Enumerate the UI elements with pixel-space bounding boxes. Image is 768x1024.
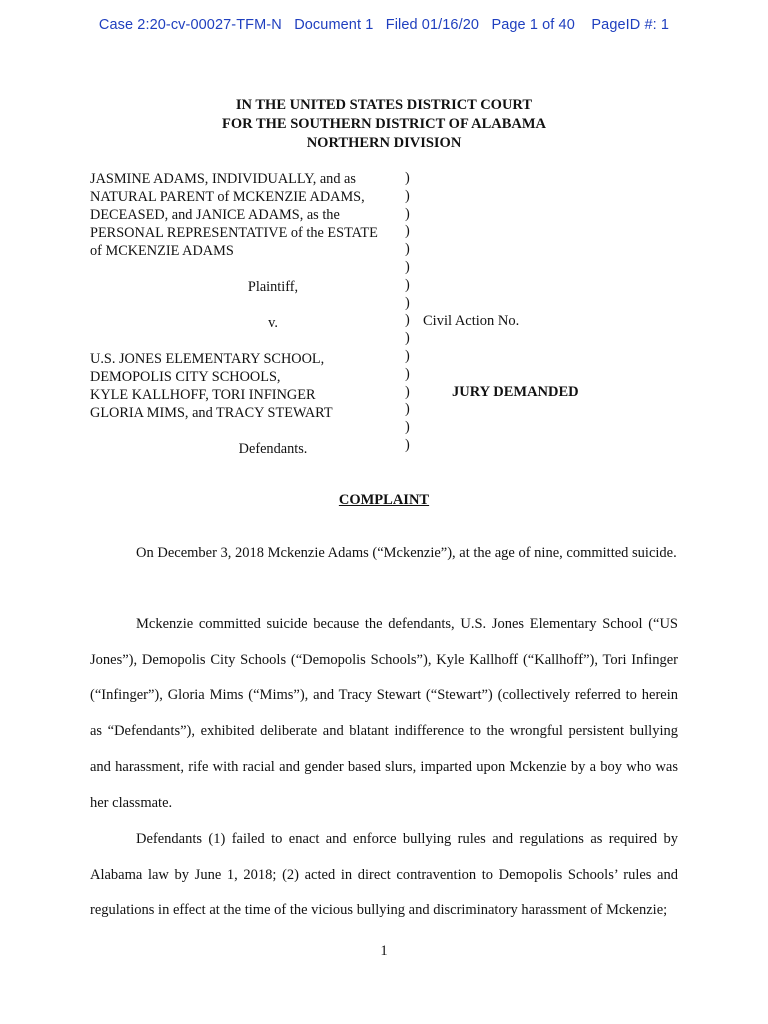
spacer bbox=[90, 296, 410, 314]
caption-paren: ) bbox=[405, 383, 410, 400]
page-number: 1 bbox=[380, 943, 388, 959]
caption-paren: ) bbox=[405, 330, 410, 347]
caption-paren: ) bbox=[405, 347, 410, 364]
caption-paren: ) bbox=[405, 401, 410, 418]
paragraph bbox=[90, 822, 678, 929]
civil-action-number: Civil Action No. bbox=[423, 313, 520, 329]
court-title-line: FOR THE SOUTHERN DISTRICT OF ALABAMA bbox=[221, 116, 547, 132]
caption-paren: ) bbox=[405, 223, 410, 240]
caption-paren: ) bbox=[405, 312, 410, 329]
defendant-line: U.S. JONES ELEMENTARY SCHOOL, bbox=[90, 351, 325, 367]
defendant-label: Defendants. bbox=[238, 441, 308, 457]
plaintiff-line: of MCKENZIE ADAMS bbox=[90, 243, 234, 259]
spacer bbox=[90, 422, 410, 440]
plaintiff-line: DECEASED, and JANICE ADAMS, as the bbox=[90, 207, 340, 223]
paragraph bbox=[90, 536, 678, 572]
caption-parenthesis-column bbox=[405, 170, 410, 455]
paragraph-text: Mckenzie committed suicide because the defendants, U.S. Jones Elementary School (“US Jones”), Demopolis City Schools (“Demopolis Schools”), Kyle Kallhoff (“Kallhoff”), Tori Infinger (“Infinger”), Gloria Mims (“Mims”), and Tracy Stewart (“Stewart”) (collectively referred to herein as “Defendants”), exhibited deliberate and blatant indifference to the wrongful persistent bullying and harassment, rife with racial and gender based slurs, imparted upon Mckenzie by a boy who was her classmate. bbox=[90, 616, 678, 811]
court-title-line: IN THE UNITED STATES DISTRICT COURT bbox=[235, 97, 533, 113]
caption-paren: ) bbox=[405, 258, 410, 275]
plaintiff-line: NATURAL PARENT of MCKENZIE ADAMS, bbox=[90, 189, 365, 205]
ecf-header-stamp: Case 2:20-cv-00027-TFM-N Document 1 Filed 01/16/20 Page 1 of 40 PageID #: 1 bbox=[98, 17, 670, 33]
caption-paren: ) bbox=[405, 276, 410, 293]
caption-paren: ) bbox=[405, 365, 410, 382]
paragraph bbox=[90, 607, 678, 821]
defendant-line: KYLE KALLHOFF, TORI INFINGER bbox=[90, 387, 316, 403]
court-title bbox=[0, 96, 768, 153]
court-title-line: NORTHERN DIVISION bbox=[306, 135, 462, 151]
versus-label: v. bbox=[268, 315, 278, 331]
caption-paren: ) bbox=[405, 187, 410, 204]
spacer bbox=[90, 332, 410, 350]
paragraph-text: Defendants (1) failed to enact and enforce bullying rules and regulations as required by Alabama law by June 1, 2018; (2) acted in direct contravention to Demopolis Schools’ rules and regulations in effect at the time of the vicious bullying and discriminatory harassment of Mckenzie; bbox=[90, 831, 678, 919]
plaintiff-line: JASMINE ADAMS, INDIVIDUALLY, and as bbox=[90, 171, 356, 187]
defendant-line: GLORIA MIMS, and TRACY STEWART bbox=[90, 405, 333, 421]
caption-paren: ) bbox=[405, 294, 410, 311]
plaintiff-label: Plaintiff, bbox=[247, 279, 299, 295]
caption-paren: ) bbox=[405, 205, 410, 222]
plaintiff-line: PERSONAL REPRESENTATIVE of the ESTATE bbox=[90, 225, 378, 241]
defendant-line: DEMOPOLIS CITY SCHOOLS, bbox=[90, 369, 281, 385]
caption-paren: ) bbox=[405, 241, 410, 258]
case-caption-parties bbox=[90, 170, 410, 458]
jury-demanded: JURY DEMANDED bbox=[452, 384, 579, 400]
caption-paren: ) bbox=[405, 436, 410, 453]
spacer bbox=[90, 260, 410, 278]
complaint-heading: COMPLAINT bbox=[338, 492, 430, 508]
caption-paren: ) bbox=[405, 419, 410, 436]
caption-paren: ) bbox=[405, 170, 410, 186]
paragraph-text: On December 3, 2018 Mckenzie Adams (“Mckenzie”), at the age of nine, committed suicide. bbox=[136, 545, 677, 561]
